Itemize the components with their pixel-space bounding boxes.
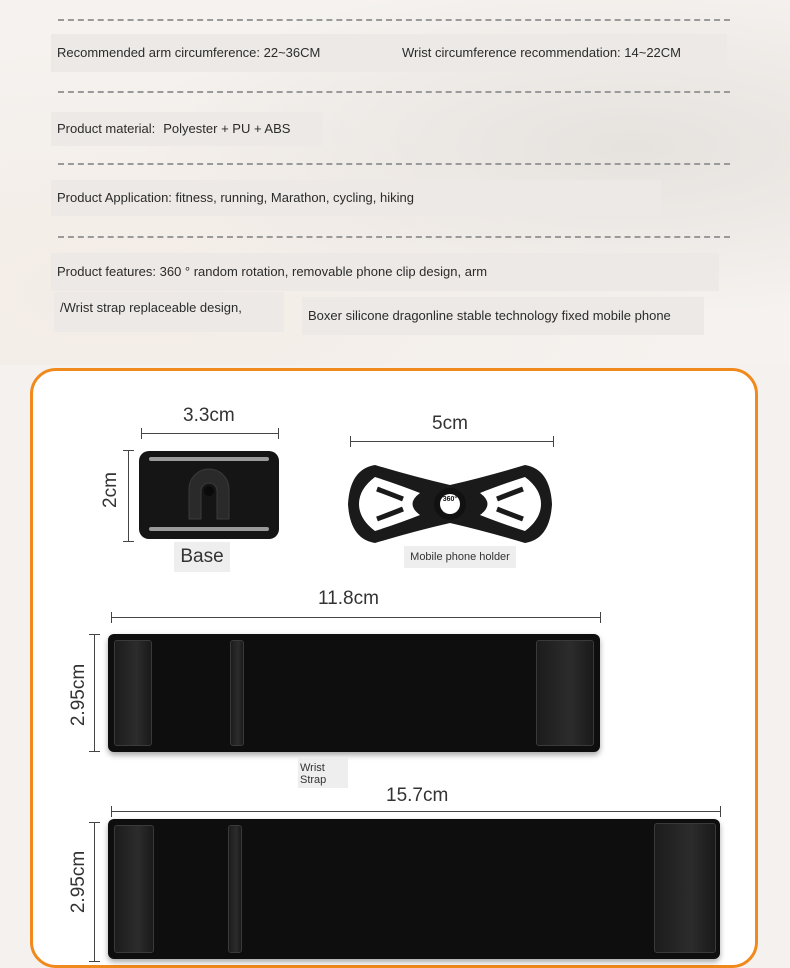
base-image — [137, 449, 281, 543]
wrist-strap-height-label: 2.95cm — [68, 663, 89, 727]
arm-strap-image — [108, 819, 720, 959]
arm-strap-height-label: 2.95cm — [68, 850, 89, 914]
wrist-strap-width-line — [111, 617, 601, 618]
arm-strap-width-line — [111, 811, 721, 812]
wrist-strap-height-line — [94, 634, 95, 752]
wrist-strap-width-label: 11.8cm — [318, 588, 379, 609]
divider — [58, 91, 730, 93]
base-height-label: 2cm — [100, 472, 121, 508]
material-row — [51, 112, 323, 146]
holder-width-label: 5cm — [432, 413, 468, 434]
base-height-line — [128, 450, 129, 542]
application-text: Product Application: fitness, running, Marathon, cycling, hiking — [57, 190, 414, 205]
features-boxer-row — [302, 297, 704, 335]
arm-circumference-row — [51, 34, 727, 72]
features-wrist-row — [54, 292, 284, 332]
base-width-label: 3.3cm — [183, 405, 235, 426]
holder-badge: 360° — [442, 496, 458, 503]
arm-circumference-text: Recommended arm circumference: 22~36CM — [57, 45, 321, 60]
divider — [58, 163, 730, 165]
features-wrist-text: /Wrist strap replaceable design, — [60, 300, 242, 315]
features-text: Product features: 360 ° random rotation, removable phone clip design, arm — [57, 264, 488, 279]
material-value: Polyester + PU + ABS — [163, 121, 291, 136]
features-row — [51, 253, 719, 291]
wrist-strap-caption-line2: Strap — [300, 774, 327, 786]
base-width-line — [141, 433, 279, 434]
divider — [58, 19, 730, 21]
features-boxer-text: Boxer silicone dragonline stable technology fixed mobile phone — [308, 308, 671, 323]
arm-strap-height-line — [94, 822, 95, 962]
holder-caption: Mobile phone holder — [404, 546, 516, 568]
dimension-card — [30, 368, 758, 968]
holder-width-line — [350, 441, 554, 442]
material-label: Product material: — [57, 121, 156, 136]
application-row — [51, 180, 661, 216]
divider — [58, 236, 730, 238]
arm-strap-width-label: 15.7cm — [386, 785, 449, 806]
wrist-circumference-text: Wrist circumference recommendation: 14~22CM — [402, 45, 682, 60]
wrist-strap-caption-line1: Wrist — [300, 762, 325, 774]
wrist-strap-image — [108, 634, 600, 752]
phone-holder-image — [345, 459, 555, 549]
base-caption: Base — [174, 542, 230, 572]
wrist-strap-caption — [298, 758, 348, 788]
